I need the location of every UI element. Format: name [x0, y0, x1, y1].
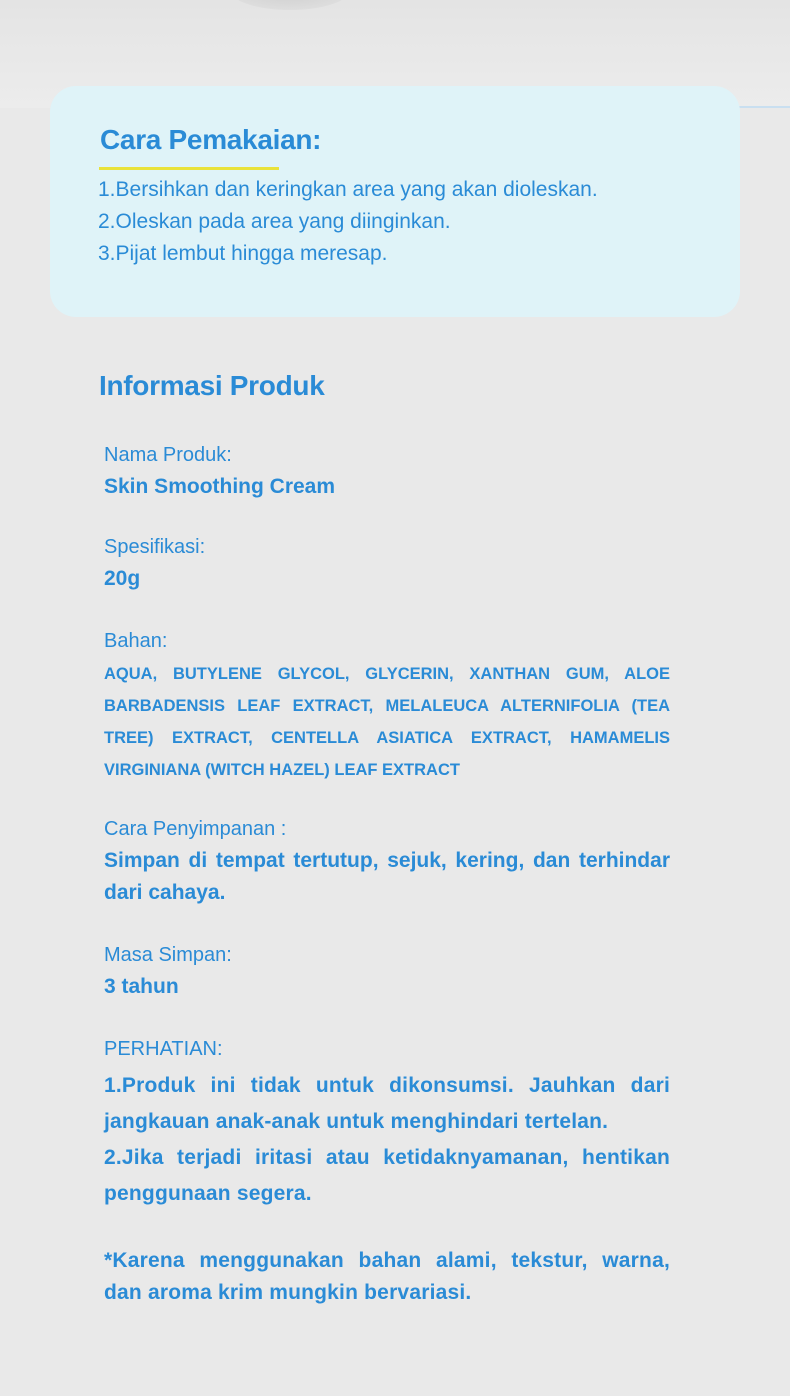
product-shadow: [230, 0, 350, 10]
product-info-title: Informasi Produk: [99, 370, 325, 401]
warning-label: PERHATIAN:: [104, 1038, 223, 1060]
specification-value: 20g: [104, 567, 141, 590]
ingredients-label: Bahan:: [104, 630, 168, 652]
warning-item: 1.Produk ini tidak untuk dikonsumsi. Jauhkan dari jangkauan anak-anak untuk menghindari tertelan.: [104, 1074, 670, 1133]
usage-steps: [98, 174, 598, 270]
product-name-label: Nama Produk:: [104, 444, 232, 466]
storage-value: Simpan di tempat tertutup, sejuk, kering, dan terhindar dari cahaya.: [104, 849, 670, 904]
title-underline: [99, 167, 279, 170]
usage-step: 1.Bersihkan dan keringkan area yang akan dioleskan.: [98, 178, 598, 201]
usage-title: Cara Pemakaian:: [100, 124, 322, 155]
product-name-value: Skin Smoothing Cream: [104, 475, 336, 498]
ingredients-value: AQUA, BUTYLENE GLYCOL, GLYCERIN, XANTHAN GUM, ALOE BARBADENSIS LEAF EXTRACT, MELALEUCA ALTERNIFOLIA (TEA TREE) EXTRACT, CENTELLA ASIATICA EXTRACT, HAMAMELIS VIRGINIANA (WITCH HAZEL) LEAF EXTRACT: [104, 665, 670, 779]
usage-step: 3.Pijat lembut hingga meresap.: [98, 242, 388, 265]
warning-list: [104, 1068, 670, 1212]
natural-ingredients-note: *Karena menggunakan bahan alami, tekstur, warna, dan aroma krim mungkin bervariasi.: [104, 1249, 670, 1304]
warning-item: 2.Jika terjadi iritasi atau ketidaknyamanan, hentikan penggunaan segera.: [104, 1146, 670, 1205]
specification-label: Spesifikasi:: [104, 536, 206, 558]
usage-card: [50, 86, 740, 317]
shelf-life-value: 3 tahun: [104, 975, 179, 998]
shelf-life-label: Masa Simpan:: [104, 944, 232, 966]
storage-label: Cara Penyimpanan :: [104, 818, 287, 840]
usage-step: 2.Oleskan pada area yang diinginkan.: [98, 210, 451, 233]
